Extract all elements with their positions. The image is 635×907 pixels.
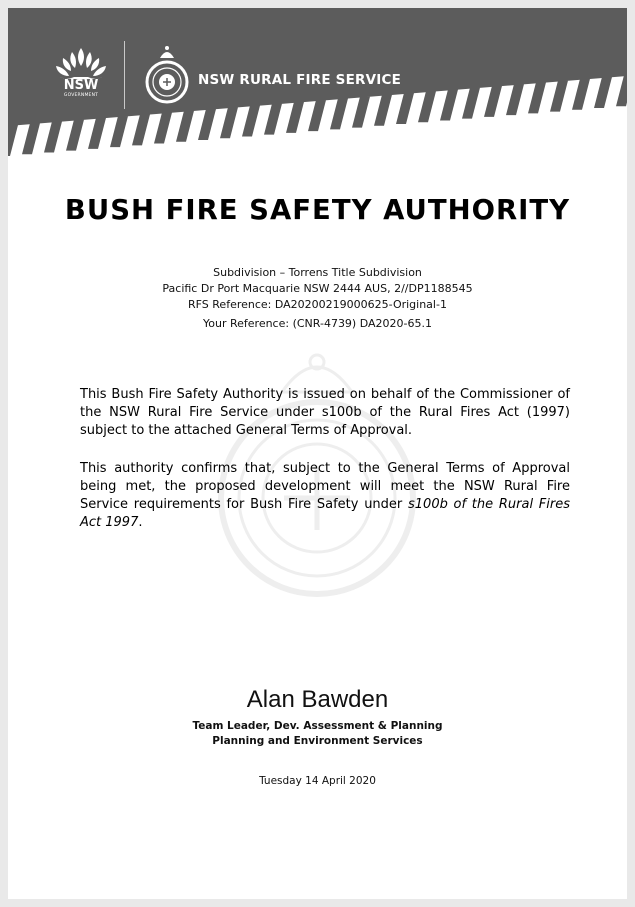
banner-stripe bbox=[550, 81, 568, 112]
your-reference: Your Reference: (CNR-4739) DA2020-65.1 bbox=[203, 317, 432, 330]
nsw-logo-text: NSW bbox=[63, 78, 99, 93]
property-address: Pacific Dr Port Macquarie NSW 2444 AUS, 2//DP1188545 bbox=[162, 282, 473, 295]
development-type: Subdivision – Torrens Title Subdivision bbox=[213, 266, 422, 279]
nsw-logo-subtext: GOVERNMENT bbox=[63, 93, 99, 98]
signatory-role: Team Leader, Dev. Assessment & Planning bbox=[192, 720, 443, 732]
signatory-title bbox=[8, 719, 627, 749]
banner-stripe bbox=[176, 111, 194, 142]
banner-stripe bbox=[440, 89, 458, 120]
act-reference: s100b of the Rural Fires Act 1997 bbox=[80, 497, 570, 530]
banner-stripe bbox=[154, 113, 172, 144]
banner-stripe bbox=[110, 116, 128, 147]
banner-stripe bbox=[198, 109, 216, 140]
banner-stripe bbox=[616, 75, 627, 106]
signatory-name: Alan Bawden bbox=[246, 686, 389, 713]
signatory-department: Planning and Environment Services bbox=[212, 735, 423, 747]
banner-stripe bbox=[44, 121, 62, 152]
banner-stripe bbox=[286, 102, 304, 133]
banner-stripe bbox=[242, 105, 260, 136]
document-page bbox=[8, 8, 627, 899]
confirmation-text: This authority confirms that, subject to the General Terms of Approval being met, the proposed development will meet the NSW Rural Fire Service requirements for Bush Fire Safety under bbox=[80, 461, 570, 512]
rfs-reference: RFS Reference: DA20200219000625-Original-1 bbox=[188, 298, 447, 311]
banner-stripe bbox=[330, 98, 348, 129]
banner-stripe bbox=[462, 88, 480, 119]
banner-stripe bbox=[396, 93, 414, 124]
banner-stripe bbox=[8, 125, 18, 156]
banner-stripe bbox=[308, 100, 326, 131]
banner-stripe bbox=[594, 77, 612, 108]
rfs-seal-icon bbox=[142, 44, 192, 108]
banner-stripe bbox=[572, 79, 590, 110]
confirmation-end: . bbox=[138, 515, 143, 530]
banner-stripe bbox=[88, 118, 106, 149]
issue-date: Tuesday 14 April 2020 bbox=[259, 775, 376, 787]
banner-stripe bbox=[484, 86, 502, 117]
document-details bbox=[8, 265, 627, 332]
banner-stripe bbox=[22, 123, 40, 154]
authority-paragraph: This Bush Fire Safety Authority is issued on behalf of the Commissioner of the NSW Rural Fire Service under s100b of the Rural Fires Act (1997) subject to the attached General Terms of Approval. bbox=[80, 387, 570, 438]
banner-stripe bbox=[66, 120, 84, 151]
banner-stripe bbox=[264, 104, 282, 135]
org-name: NSW RURAL FIRE SERVICE bbox=[198, 72, 402, 88]
banner-stripe bbox=[374, 95, 392, 126]
banner-stripe bbox=[418, 91, 436, 122]
banner-stripe bbox=[528, 82, 546, 113]
banner-stripe bbox=[506, 84, 524, 115]
document-title: BUSH FIRE SAFETY AUTHORITY bbox=[64, 194, 571, 226]
confirmation-paragraph bbox=[80, 460, 570, 532]
banner-stripe bbox=[352, 97, 370, 128]
logo-divider bbox=[124, 41, 125, 109]
banner-stripe bbox=[220, 107, 238, 138]
banner-stripe bbox=[132, 114, 150, 145]
